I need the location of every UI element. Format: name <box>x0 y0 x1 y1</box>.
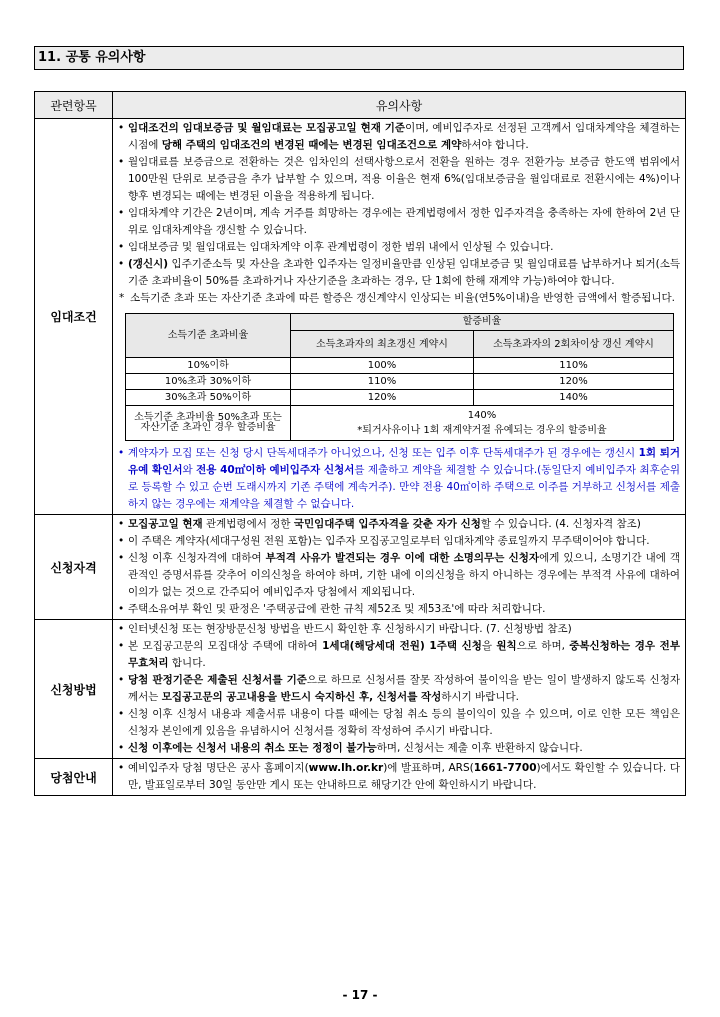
table-row-lease <box>35 119 686 515</box>
surcharge-col-first-header: 소득초과자의 최초갱신 계약시 <box>291 331 474 358</box>
section-name: 공통 유의사항 <box>65 50 146 65</box>
list-item: • 본 모집공고문의 모집대상 주택에 대하여 1세대(해당세대 전원) 1주택 신청을 원칙으로 하며, 중복신청하는 경우 전부 무효처리 합니다. <box>117 638 680 672</box>
category-notice: 당첨안내 <box>35 759 113 796</box>
surcharge-col-ratio-header: 소득기준 초과비율 <box>126 314 291 358</box>
table-row-notice <box>35 759 686 796</box>
notice-table <box>34 91 686 796</box>
list-item: • 신청 이후에는 신청서 내용의 취소 또는 정정이 불가능하며, 신청서는 제출 이후 반환하지 않습니다. <box>117 740 680 757</box>
list-item: • 신청 이후 신청자격에 대하여 부적격 사유가 발견되는 경우 이에 대한 소명의무는 신청자에게 있으니, 소명기간 내에 객관적인 증명서류를 갖추어 이의신청을 하여야 하며, 기한 내에 이의신청을 하지 아니하는 경우에는 부적격 사유에 대하여 이의가 없는 것으로 간주되어 예비입주자 당첨에서 제외됩니다. <box>117 550 680 601</box>
table-row: 10%이하 100% 110% <box>126 358 674 374</box>
list-item: • 임대보증금 및 월임대료는 임대차계약 이후 관계법령이 정한 범위 내에서 인상될 수 있습니다. <box>117 239 680 256</box>
surcharge-table <box>125 313 674 441</box>
header-category: 관련항목 <box>35 92 113 119</box>
list-item: • 인터넷신청 또는 현장방문신청 방법을 반드시 확인한 후 신청하시기 바랍니다. (7. 신청방법 참조) <box>117 621 680 638</box>
list-item: • 월임대료를 보증금으로 전환하는 것은 임차인의 선택사항으로서 전환을 원하는 경우 전환가능 보증금 한도액 범위에서 100만원 단위로 보증금을 추가 납부할 수 있으며, 적용 이율은 현재 6%(임대보증금을 월임대료로 전환시에는 4%)이나 향후 변경되는 때에는 변경된 이율을 적용하게 됩니다. <box>117 154 680 205</box>
category-method: 신청방법 <box>35 620 113 759</box>
table-row: 10%초과 30%이하 110% 120% <box>126 374 674 390</box>
content-notice <box>113 759 686 796</box>
content-eligibility <box>113 515 686 620</box>
list-item: • 계약자가 모집 또는 신청 당시 단독세대주가 아니었으나, 신청 또는 입주 이후 단독세대주가 된 경우에는 갱신시 1회 퇴거유예 확인서와 전용 40㎡이하 예비입주자 신청서를 제출하고 계약을 체결할 수 있습니다.(동일단지 예비입주자 최후순위로 등록할 수 있고 순번 도래시까지 기존 주택에 계속거주). 만약 전용 40㎡이하 주택으로 이주를 거부하고 신청서를 제출하지 않는 경우에는 재계약을 체결할 수 없습니다. <box>117 445 680 513</box>
content-method <box>113 620 686 759</box>
category-lease: 임대조건 <box>35 119 113 515</box>
ars-number: 1661-7700 <box>473 762 537 774</box>
table-row: 소득기준 초과비율 50%초과 또는 자산기준 초과인 경우 할증비율 140% *퇴거사유이나 1회 재계약거절 유예되는 경우의 할증비율 <box>126 406 674 441</box>
content-lease <box>113 119 686 515</box>
section-number: 11. <box>38 50 62 65</box>
list-item: • 임대차계약 기간은 2년이며, 계속 거주를 희망하는 경우에는 관계법령에서 정한 입주자격을 충족하는 자에 한하여 2년 단위로 임대차계약을 갱신할 수 있습니다. <box>117 205 680 239</box>
list-item: • 이 주택은 계약자(세대구성원 전원 포함)는 입주자 모집공고일로부터 임대차계약 종료일까지 무주택이어야 합니다. <box>117 533 680 550</box>
list-item: • 당첨 판정기준은 제출된 신청서를 기준으로 하므로 신청서를 잘못 작성하여 불이익을 받는 일이 발생하지 않도록 신청자께서는 모집공고문의 공고내용을 반드시 숙지하신 후, 신청서를 작성하시기 바랍니다. <box>117 672 680 706</box>
homepage-link[interactable]: www.lh.or.kr <box>308 762 384 774</box>
table-row-method <box>35 620 686 759</box>
surcharge-note: * 소득기준 초과 또는 자산기준 초과에 따른 할증은 갱신계약시 인상되는 비율(연5%이내)을 반영한 금액에서 할증됩니다. <box>117 290 680 307</box>
list-item: • 신청 이후 신청서 내용과 제출서류 내용이 다를 때에는 당첨 취소 등의 불이익이 있을 수 있으며, 이로 인한 모든 책임은 신청자 본인에게 있음을 유념하시어 신청서를 정확히 작성하여 주시기 바랍니다. <box>117 706 680 740</box>
list-item: • 예비입주자 당첨 명단은 공사 홈페이지(www.lh.or.kr)에 발표하며, ARS(1661-7700)에서도 확인할 수 있습니다. 다만, 발표일로부터 30일 동안만 게시 또는 안내하므로 해당기간 안에 확인하시기 바랍니다. <box>117 760 680 794</box>
surcharge-group-header: 할증비율 <box>291 314 674 331</box>
page-number: - 17 - <box>342 988 378 1002</box>
section-title <box>34 46 684 70</box>
table-header-row <box>35 92 686 119</box>
list-item: • 임대조건의 임대보증금 및 월임대료는 모집공고일 현재 기준이며, 예비입주자로 선정된 고객께서 임대차계약을 체결하는 시점에 당해 주택의 임대조건의 변경된 때에는 변경된 임대조건으로 계약하셔야 합니다. <box>117 120 680 154</box>
table-row-eligibility <box>35 515 686 620</box>
surcharge-col-second-header: 소득초과자의 2회차이상 갱신 계약시 <box>474 331 674 358</box>
list-item: • 주택소유여부 확인 및 판정은 '주택공급에 관한 규칙 제52조 및 제53조'에 따라 처리합니다. <box>117 601 680 618</box>
category-eligibility: 신청자격 <box>35 515 113 620</box>
list-item: • 모집공고일 현재 관계법령에서 정한 국민임대주택 입주자격을 갖춘 자가 신청할 수 있습니다. (4. 신청자격 참조) <box>117 516 680 533</box>
table-row: 30%초과 50%이하 120% 140% <box>126 390 674 406</box>
list-item: • (갱신시) 입주기준소득 및 자산을 초과한 입주자는 일정비율만큼 인상된 임대보증금 및 월임대료를 납부하거나 퇴거(소득기준 초과비율이 50%를 초과하거나 자산기준을 초과하는 경우, 단 1회에 한해 재계약 가능)하여야 합니다. <box>117 256 680 290</box>
header-content: 유의사항 <box>113 92 686 119</box>
